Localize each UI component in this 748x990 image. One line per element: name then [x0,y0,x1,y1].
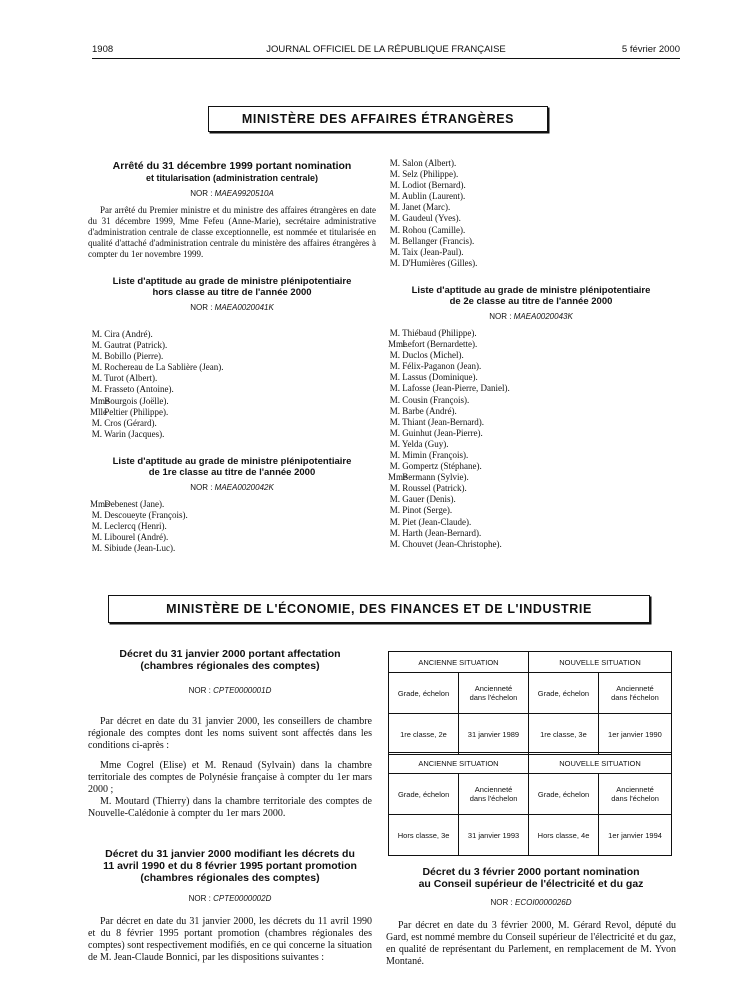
person-name: Thiébaud (Philippe). [402,327,477,338]
liste-2e-classe-nor: NOR : MAEA0020043K [489,311,573,321]
liste-1re-classe-nor: NOR : MAEA0020042K [190,482,274,492]
person-name: Harth (Jean-Bernard). [402,527,482,538]
list-item [386,494,676,505]
page-number: 1908 [92,44,114,55]
old-situation-header: ANCIENNE SITUATION [389,753,529,774]
person-name: Chouvet (Jean-Christophe). [402,538,502,549]
old-grade: 1re classe, 2e [389,714,459,755]
situation-table-2 [388,752,672,856]
person-name: Cousin (François). [402,394,470,405]
civility: M. [91,362,102,373]
list-item [386,428,676,439]
list-item [88,407,376,418]
new-grade: Hors classe, 4e [528,815,598,856]
civility: M. [389,449,400,460]
person-name: Bellanger (Francis). [402,235,475,246]
arrete-nor: NOR : MAEA9920510A [190,189,274,198]
liste-1re-classe-title: Liste d'aptitude au grade de ministre plénipotentiaire de 1re classe au titre de l'année 2000 [112,455,352,478]
civility: M. [389,257,400,268]
liste-2e-classe-names [386,328,676,550]
arrete-title: Arrêté du 31 décembre 1999 portant nomination et titularisation (administration centrale) [112,160,352,183]
civility: M. [389,246,400,257]
col-anciennete: Ancienneté dans l'échelon [599,774,672,815]
list-item [88,329,376,340]
list-item [386,439,676,450]
decret-promotion-p1: Par décret en date du 31 janvier 2000, les décrets du 11 avril 1990 et du 8 février 1995 portant promotion (chambres régionales des comptes) sont respectivement modifiés, en ce qui concerne la situation de M. Jean-Claude Bonnici, par les dispositions suivantes : [88,916,372,963]
civility: M. [91,384,102,395]
issue-date: 5 février 2000 [621,44,680,55]
person-name: Cira (André). [104,329,153,339]
civility: M. [389,180,400,191]
civility: M. [389,505,400,516]
civility: M. [389,169,400,180]
civility: M. [91,329,102,339]
civility: M. [91,521,102,532]
civility: M. [389,461,400,472]
list-item [386,372,676,383]
person-name: Roussel (Patrick). [402,483,467,494]
old-anciennete: 31 janvier 1989 [458,714,528,755]
decret-promotion-nor: NOR : CPTE0000002D [188,894,272,903]
civility: M. [91,417,102,428]
col-anciennete: Ancienneté dans l'échelon [459,774,529,815]
civility: Mme [90,498,109,509]
person-name: Rochereau de La Sablière (Jean). [104,362,224,373]
civility: M. [389,202,400,213]
civility: M. [389,327,400,338]
person-name: Lefort (Bernardette). [402,339,478,350]
list-item [386,417,676,428]
list-item [88,429,376,440]
old-grade: Hors classe, 3e [389,815,459,856]
decret-conseil-nor: NOR : ECOI0000026D [490,898,572,907]
person-name: Lodiot (Bernard). [402,180,466,191]
old-anciennete: 31 janvier 1993 [459,815,529,856]
list-item [386,258,676,269]
civility: Mlle [90,406,107,417]
decret-conseil-superieur [386,866,676,968]
decret-conseil-title: Décret du 3 février 2000 portant nomination au Conseil supérieur de l'électricité et du gaz [418,866,644,890]
person-name: Félix-Paganon (Jean). [402,361,482,372]
civility: M. [389,538,400,549]
person-name: Pinot (Serge). [402,505,453,516]
col-anciennete: Ancienneté dans l'échelon [598,673,671,714]
list-item [88,351,376,362]
decret-affectation-nor: NOR : CPTE0000001D [188,686,272,695]
decret-conseil-p1: Par décret en date du 3 février 2000, M. Gérard Revol, député du Gard, est nommé membre du Conseil supérieur de l'électricité et du gaz, en qualité de représentant du Parlement, en remplacement de M. Yvon Montané. [386,920,676,967]
list-item [88,362,376,373]
list-item [386,461,676,472]
list-item [88,418,376,429]
civility: M. [91,351,102,362]
list-item [386,339,676,350]
old-situation-header: ANCIENNE SITUATION [389,652,529,673]
list-item [386,383,676,394]
liste-2e-classe-title: Liste d'aptitude au grade de ministre plénipotentiaire de 2e classe au titre de l'année 2000 [411,284,651,307]
civility: M. [389,224,400,235]
list-item [386,483,676,494]
civility: Mme [90,395,109,406]
person-name: Peltier (Philippe). [104,406,169,417]
civility: Mme [388,472,407,483]
running-header [92,44,680,58]
liste-1re-classe-names-continued [386,158,676,269]
ministry-heading-economie: MINISTÈRE DE L'ÉCONOMIE, DES FINANCES ET DE L'INDUSTRIE [108,595,650,623]
list-item [386,213,676,224]
civility: M. [389,516,400,527]
liste-hors-classe-title: Liste d'aptitude au grade de ministre plénipotentiaire hors classe au titre de l'année 2000 [112,276,352,298]
list-item [88,396,376,407]
col-grade: Grade, échelon [389,673,459,714]
list-item [386,528,676,539]
list-item [386,247,676,258]
civility: M. [389,235,400,246]
civility: M. [389,405,400,416]
person-name: D'Humières (Gilles). [402,257,478,268]
journal-title: JOURNAL OFFICIEL DE LA RÉPUBLIQUE FRANÇAISE [266,44,506,55]
person-name: Turot (Albert). [104,373,158,384]
new-grade: 1re classe, 3e [528,714,598,755]
list-item [386,395,676,406]
civility: M. [389,494,400,505]
person-name: Bobillo (Pierre). [104,351,164,362]
person-name: Gautrat (Patrick). [104,340,168,351]
person-name: Salon (Albert). [402,158,457,168]
ministry-heading-affaires-etrangeres: MINISTÈRE DES AFFAIRES ÉTRANGÈRES [208,106,548,132]
list-item [386,505,676,516]
arrete-body: Par arrêté du Premier ministre et du ministre des affaires étrangères en date du 31 décembre 1999, Mme Fefeu (Anne-Marie), secrétaire administrative d'administration centrale de classe exceptionnelle, est nommée et titularisée en qualité d'attaché d'administration centrale du ministère des affaires étrangères à compter du 1er novembre 1999. [88,205,376,259]
list-item [386,472,676,483]
list-item [88,499,376,510]
list-item [386,517,676,528]
civility: M. [389,438,400,449]
list-item [88,543,376,554]
person-name: Warin (Jacques). [104,428,165,439]
new-anciennete: 1er janvier 1994 [599,815,672,856]
civility: M. [389,191,400,202]
civility: M. [389,383,400,394]
civility: M. [91,340,102,351]
decret-promotion-title: Décret du 31 janvier 2000 modifiant les décrets du 11 avril 1990 et du 8 février 1995 portant promotion (chambres régionales des comptes) [103,848,357,884]
person-name: Debenest (Jane). [104,498,165,509]
civility: M. [389,394,400,405]
civility: M. [389,213,400,224]
new-anciennete: 1er janvier 1990 [598,714,671,755]
col-anciennete: Ancienneté dans l'échelon [458,673,528,714]
person-name: Piet (Jean-Claude). [402,516,472,527]
decret-affectation-p3: M. Moutard (Thierry) dans la chambre territoriale des comptes de Nouvelle-Calédonie à compter du 1er mars 2000. [88,796,372,819]
list-item [88,510,376,521]
liste-hors-classe-names [88,329,376,440]
list-item [386,328,676,339]
person-name: Selz (Philippe). [402,169,459,180]
person-name: Lassus (Dominique). [402,372,478,383]
civility: M. [389,372,400,383]
list-item [88,384,376,395]
civility: M. [389,427,400,438]
left-column-section1 [88,160,376,554]
list-item [386,450,676,461]
person-name: Gauer (Denis). [402,494,456,505]
civility: M. [91,532,102,543]
person-name: Gaudeul (Yves). [402,213,461,224]
person-name: Duclos (Michel). [402,350,464,361]
list-item [386,350,676,361]
person-name: Rohou (Camille). [402,224,466,235]
person-name: Taix (Jean-Paul). [402,246,464,257]
civility: M. [91,373,102,384]
list-item [88,340,376,351]
list-item [386,361,676,372]
civility: M. [389,527,400,538]
person-name: Barbe (André). [402,405,457,416]
list-item [386,225,676,236]
person-name: Leclercq (Henri). [104,521,167,532]
list-item [88,373,376,384]
person-name: Thiant (Jean-Bernard). [402,416,485,427]
person-name: Bourgois (Joëlle). [104,395,169,406]
list-item [386,236,676,247]
list-item [88,521,376,532]
civility: M. [389,158,400,168]
civility: M. [91,428,102,439]
new-situation-header: NOUVELLE SITUATION [528,652,671,673]
list-item [386,191,676,202]
person-name: Frasseto (Antoine). [104,384,174,395]
person-name: Guinhut (Jean-Pierre). [402,427,483,438]
new-situation-header: NOUVELLE SITUATION [528,753,671,774]
person-name: Cros (Gérard). [104,417,157,428]
person-name: Aublin (Laurent). [401,191,466,202]
person-name: Janet (Marc). [402,202,451,213]
person-name: Mimin (François). [402,449,469,460]
person-name: Descoueyte (François). [104,510,188,521]
header-rule [92,58,680,59]
civility: M. [389,361,400,372]
col-grade: Grade, échelon [389,774,459,815]
list-item [386,169,676,180]
person-name: Sibiude (Jean-Luc). [104,543,176,554]
person-name: Yelda (Guy). [401,438,449,449]
list-item [88,532,376,543]
person-name: Libourel (André). [104,532,169,543]
civility: M. [389,350,400,361]
list-item [386,406,676,417]
liste-hors-classe-nor: NOR : MAEA0020041K [190,303,274,312]
col-grade: Grade, échelon [528,774,598,815]
person-name: Lafosse (Jean-Pierre, Daniel). [402,383,510,394]
decret-affectation-p1: Par décret en date du 31 janvier 2000, les conseillers de chambre régionale des comptes dont les noms suivent sont affectés dans les conditions ci-après : [88,716,372,751]
right-column-section1 [386,158,676,550]
person-name: Bermann (Sylvie). [402,472,469,483]
decret-affectation-title: Décret du 31 janvier 2000 portant affectation (chambres régionales des comptes) [119,648,341,672]
list-item [386,180,676,191]
civility: Mme [388,339,407,350]
civility: M. [91,543,102,554]
person-name: Gompertz (Stéphane). [402,461,482,472]
situation-table-1 [388,651,672,755]
list-item [386,539,676,550]
civility: M. [91,510,102,521]
list-item [386,202,676,213]
liste-1re-classe-names [88,499,376,554]
list-item [386,158,676,169]
decret-affectation-p2: Mme Cogrel (Elise) et M. Renaud (Sylvain) dans la chambre territoriale des comptes de Polynésie française à compter du 1er mars 2000 ; [88,760,372,795]
left-column-section2 [88,648,372,964]
col-grade: Grade, échelon [528,673,598,714]
civility: M. [389,416,400,427]
civility: M. [389,483,400,494]
